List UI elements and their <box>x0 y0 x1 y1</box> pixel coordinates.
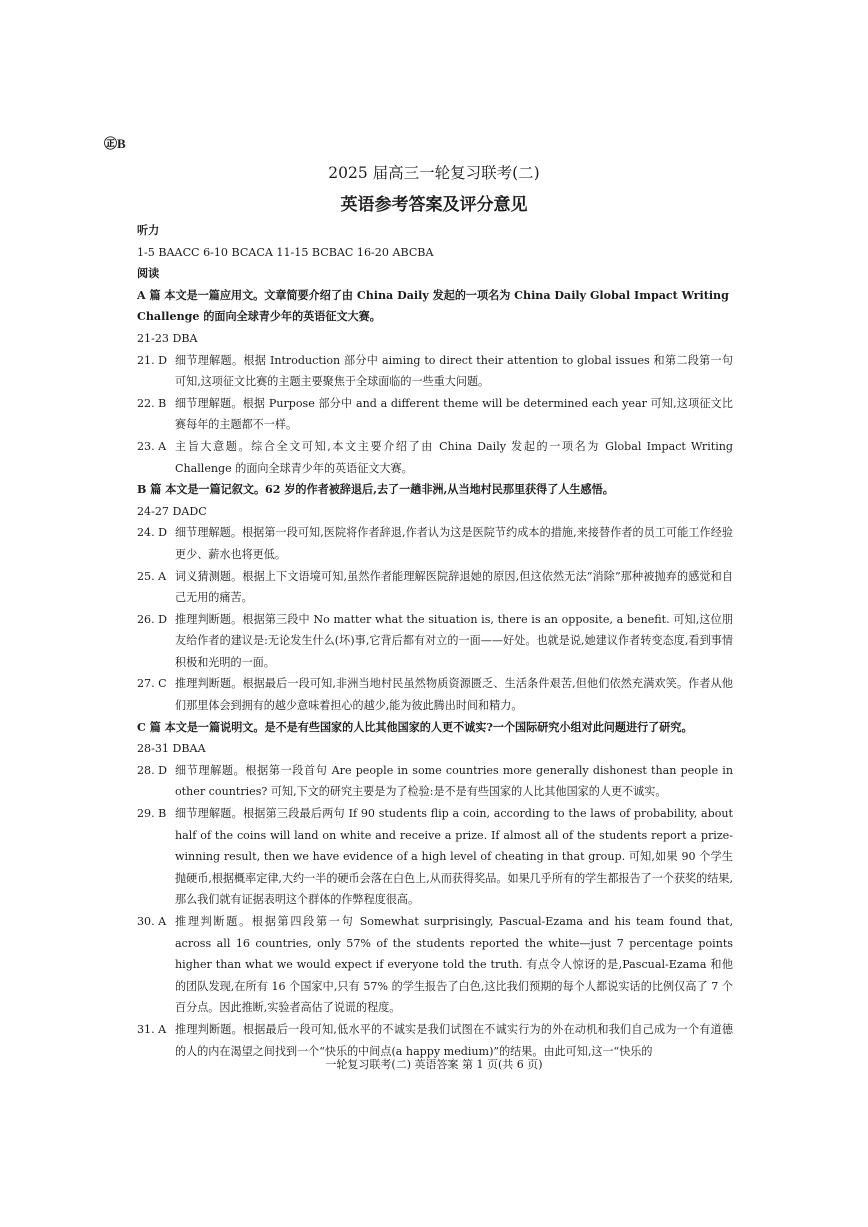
question-number: 29. B <box>137 807 167 821</box>
answer-item <box>137 350 733 393</box>
listening-answers: 1-5 BAACC 6-10 BCACA 11-15 BCBAC 16-20 ABCBA <box>137 245 434 259</box>
answer-content <box>137 220 733 1062</box>
question-explanation: 推理判断题。根据第四段第一句 Somewhat surprisingly, Pascual-Ezama and his team found that, across all 16 countries, only 57% of the students reported the white—just 7 percentage points higher than what we would expect if everyone told the truth. 有点令人惊讶的是,Pascual-Ezama 和他的团队发现,在所有 16 个国家中,只有 57% 的学生报告了白色,这比我们预期的每个人都说实话的比例仅高了 7 个百分点。因此推断,实验者高估了说谎的程度。 <box>175 915 733 1015</box>
question-number: 30. A <box>137 915 167 928</box>
question-explanation: 细节理解题。根据第三段最后两句 If 90 students flip a coin, according to the laws of probability, about half of the coins will land on white and receive a prize. If almost all of the students report a prize-winning result, then we have evidence of a high level of cheating in that group. 可知,如果 90 个学生抛硬币,根据概率定律,大约一半的硬币会落在白色上,从而获得奖品。如果几乎所有的学生都报告了一个获奖的结果,那么我们就有证据表明这个群体的作弊程度很高。 <box>175 807 733 907</box>
question-explanation: 细节理解题。根据 Introduction 部分中 aiming to direct their attention to global issues 和第二段第一句可知,这项征文比赛的主题主要聚焦于全球面临的一些重大问题。 <box>175 353 733 389</box>
passage-c-intro: C 篇 本文是一篇说明文。是不是有些国家的人比其他国家的人更不诚实?一个国际研究小组对此问题进行了研究。 <box>137 720 693 734</box>
question-number: 31. A <box>137 1022 167 1036</box>
question-number: 27. C <box>137 677 167 691</box>
reading-heading: 阅读 <box>137 267 160 281</box>
question-number: 21. D <box>137 353 168 367</box>
question-explanation: 推理判断题。根据最后一段可知,非洲当地村民虽然物质资源匮乏、生活条件艰苦,但他们依然充满欢笑。作者从他们那里体会到拥有的越少意味着担心的越少,能为彼此腾出时间和精力。 <box>175 677 733 713</box>
answer-item <box>137 566 733 609</box>
answer-item <box>137 436 733 479</box>
answer-item <box>137 522 733 565</box>
passage-a-intro: A 篇 本文是一篇应用文。文章简要介绍了由 China Daily 发起的一项名为 China Daily Global Impact Writing Challenge 的面向全球青少年的英语征文大赛。 <box>137 288 729 324</box>
answer-item <box>137 393 733 436</box>
listening-heading: 听力 <box>137 224 160 237</box>
question-explanation: 细节理解题。根据 Purpose 部分中 and a different theme will be determined each year 可知,这项征文比赛每年的主题都不一样。 <box>175 396 733 432</box>
question-number: 24. D <box>137 526 168 540</box>
question-explanation: 推理判断题。根据最后一段可知,低水平的不诚实是我们试图在不诚实行为的外在动机和我们自己成为一个有道德的人的内在渴望之间找到一个“快乐的中间点(a happy medium)”的结果。由此可知,这一“快乐的 <box>175 1022 733 1058</box>
question-number: 22. B <box>137 396 167 410</box>
passage-c-answers: 28-31 DBAA <box>137 742 206 756</box>
passage-a-answers: 21-23 DBA <box>137 331 198 345</box>
answer-item <box>137 803 733 911</box>
passage-b-answers: 24-27 DADC <box>137 504 207 518</box>
passage-b-intro: B 篇 本文是一篇记叙文。62 岁的作者被辞退后,去了一趟非洲,从当地村民那里获得了人生感悟。 <box>137 483 614 497</box>
question-explanation: 主旨大意题。综合全文可知,本文主要介绍了由 China Daily 发起的一项名为 Global Impact Writing Challenge 的面向全球青少年的英语征文大赛。 <box>175 439 733 475</box>
question-number: 28. D <box>137 763 168 777</box>
question-number: 25. A <box>137 569 167 583</box>
corner-mark: ㊣B <box>104 136 126 151</box>
question-number: 23. A <box>137 439 167 453</box>
question-explanation: 推理判断题。根据第三段中 No matter what the situation is, there is an opposite, a benefit. 可知,这位朋友给作者的建议是:无论发生什么(坏)事,它背后都有对立的一面——好处。也就是说,她建议作者转变态度,看到事情积极和光明的一面。 <box>175 612 733 669</box>
question-number: 26. D <box>137 612 168 626</box>
page-title: 2025 届高三一轮复习联考(二) <box>328 164 540 182</box>
answer-item <box>137 673 733 716</box>
answer-item <box>137 609 733 674</box>
question-explanation: 细节理解题。根据第一段首句 Are people in some countries more generally dishonest than people in other countries? 可知,下文的研究主要是为了检验:是不是有些国家的人比其他国家的人更不诚实。 <box>175 763 733 799</box>
page-footer: 一轮复习联考(二) 英语答案 第 1 页(共 6 页) <box>325 1058 543 1071</box>
question-explanation: 词义猜测题。根据上下文语境可知,虽然作者能理解医院辞退她的原因,但这依然无法“消除”那种被抛弃的感觉和自己无用的痛苦。 <box>175 569 733 605</box>
answer-item <box>137 760 733 803</box>
question-explanation: 细节理解题。根据第一段可知,医院将作者辞退,作者认为这是医院节约成本的措施,来接替作者的员工可能工作经验更少、薪水也将更低。 <box>175 526 733 561</box>
page-subtitle: 英语参考答案及评分意见 <box>340 195 528 215</box>
answer-item <box>137 911 733 1019</box>
